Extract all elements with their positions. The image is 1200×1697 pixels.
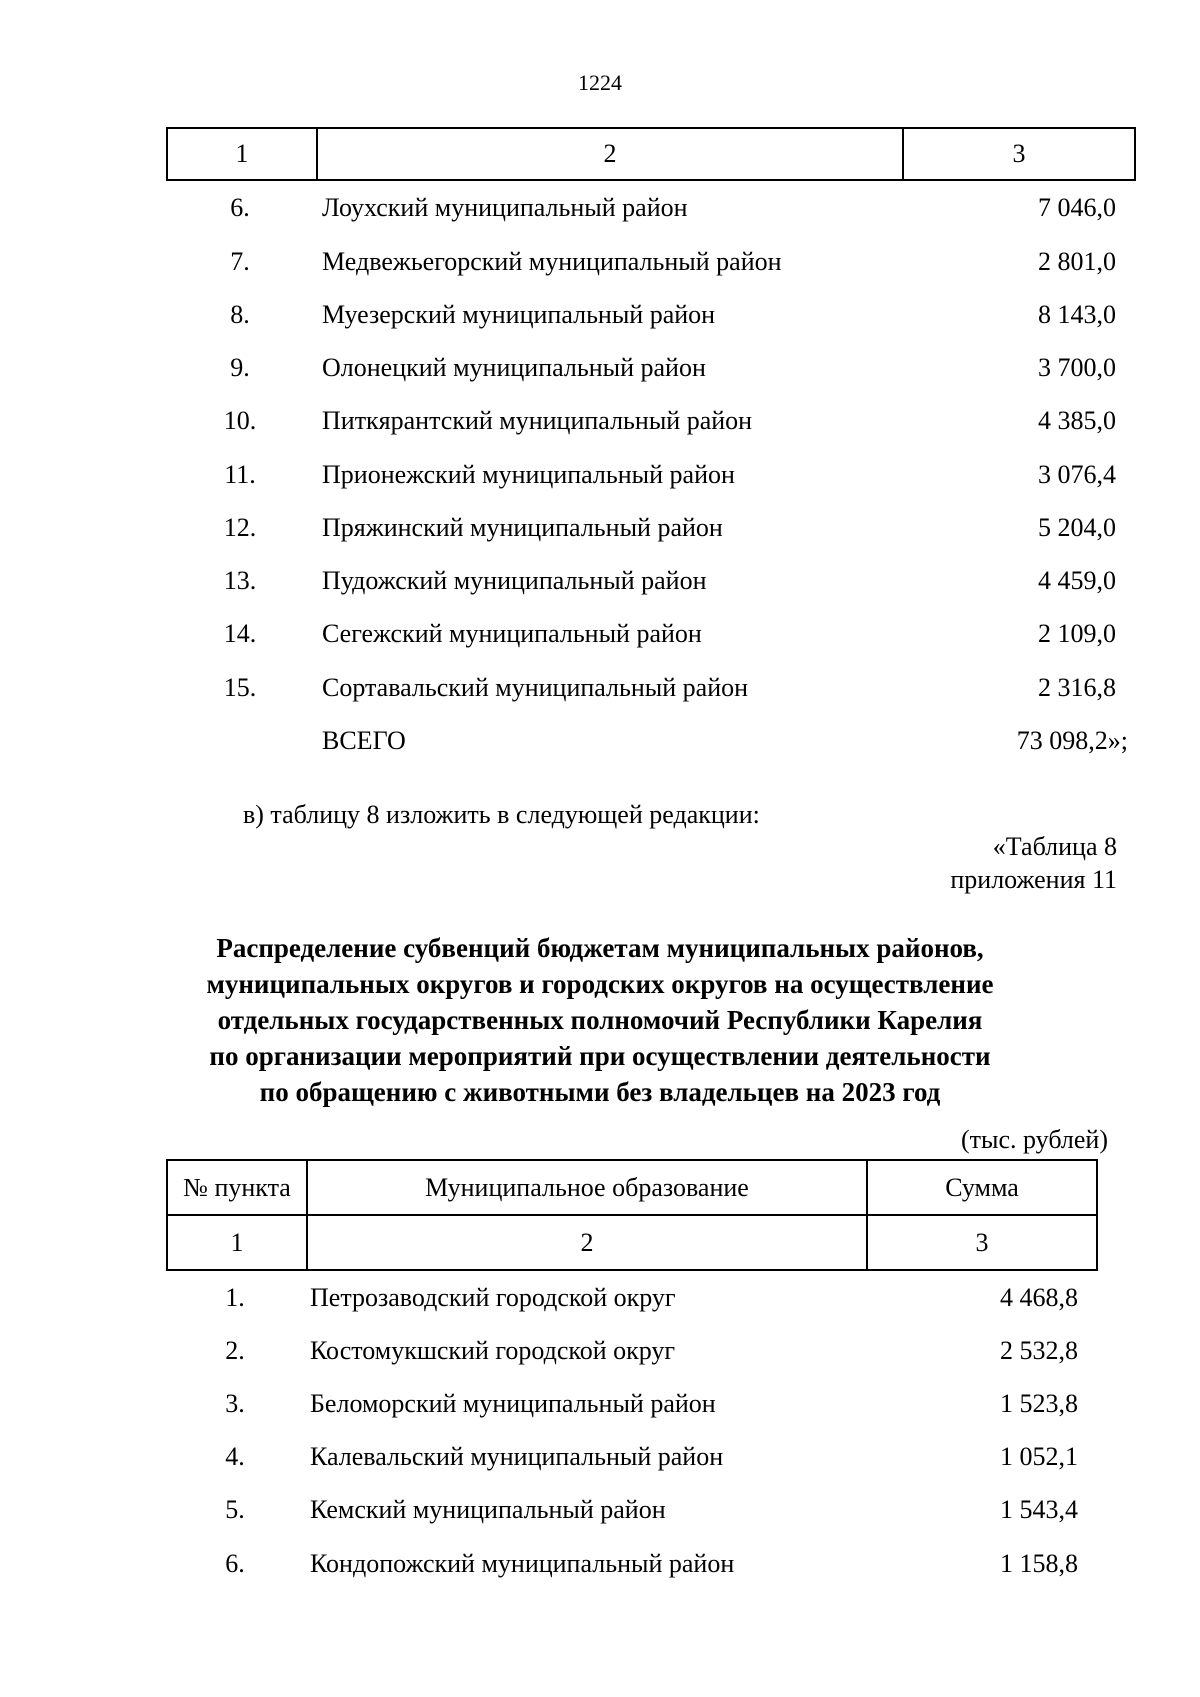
- row-amount: 3 700,0: [1038, 353, 1116, 382]
- table2-col-number-1: 1: [167, 1215, 307, 1270]
- table-row: [0, 1437, 1200, 1477]
- table-row: [0, 1490, 1200, 1530]
- row-amount: 2 801,0: [1038, 247, 1116, 276]
- row-number: 7.: [230, 247, 250, 276]
- page-number: 1224: [578, 70, 622, 95]
- table2-header: [166, 1159, 1098, 1271]
- table-row: [0, 1278, 1200, 1318]
- heading-line: по организации мероприятий при осуществлении деятельности: [209, 1041, 991, 1071]
- column-header-name: Муниципальное образование: [307, 1160, 867, 1215]
- row-number: 13.: [223, 566, 257, 595]
- table-row: [0, 1331, 1200, 1371]
- row-amount: 4 459,0: [1038, 566, 1116, 595]
- table2-col-number-3: 3: [867, 1215, 1097, 1270]
- table-row: [0, 1384, 1200, 1424]
- row-name: Беломорский муниципальный район: [310, 1389, 716, 1418]
- heading-line: по обращению с животными без владельцев на 2023 год: [259, 1077, 941, 1107]
- row-number: 9.: [230, 353, 250, 382]
- table-row: [0, 508, 1200, 548]
- row-amount: 3 076,4: [1038, 460, 1116, 489]
- table-row: [0, 561, 1200, 601]
- row-name: Лоухский муниципальный район: [322, 193, 688, 222]
- heading-line: муниципальных округов и городских округов на осуществление: [206, 969, 994, 999]
- table-row: [0, 348, 1200, 388]
- table1-col-number-3: 3: [903, 128, 1135, 180]
- row-number: 5.: [225, 1495, 245, 1524]
- row-amount: 7 046,0: [1038, 193, 1116, 222]
- row-name: Питкярантский муниципальный район: [322, 406, 753, 435]
- row-number: 14.: [223, 619, 257, 648]
- table-row: [0, 242, 1200, 282]
- row-amount: 1 523,8: [1000, 1389, 1078, 1418]
- row-amount: 8 143,0: [1038, 300, 1116, 329]
- column-header-number: № пункта: [167, 1160, 307, 1215]
- row-number: 15.: [223, 673, 257, 702]
- row-number: 6.: [225, 1549, 245, 1578]
- table-total-row: [0, 721, 1200, 761]
- row-name: Кондопожский муниципальный район: [310, 1549, 735, 1578]
- units-label: (тыс. рублей): [960, 1125, 1108, 1154]
- row-number: 2.: [225, 1336, 245, 1365]
- row-amount: 2 109,0: [1038, 619, 1116, 648]
- section-heading: [100, 930, 1100, 1110]
- row-amount: 2 316,8: [1038, 673, 1116, 702]
- row-name: Костомукшский городской округ: [310, 1336, 676, 1365]
- instruction-text: в) таблицу 8 изложить в следующей редакции:: [243, 800, 760, 829]
- row-number: 3.: [225, 1389, 245, 1418]
- row-amount: 4 468,8: [1000, 1283, 1078, 1312]
- table-caption-line2: приложения 11: [950, 865, 1117, 894]
- row-amount: 1 052,1: [1000, 1442, 1078, 1471]
- table-row: [0, 188, 1200, 228]
- row-amount: 5 204,0: [1038, 513, 1116, 542]
- table-row: [0, 668, 1200, 708]
- table-row: [0, 295, 1200, 335]
- row-name: Петрозаводский городской округ: [310, 1283, 676, 1312]
- row-number: 8.: [230, 300, 250, 329]
- row-name: Пряжинский муниципальный район: [322, 513, 723, 542]
- table-row: [0, 401, 1200, 441]
- table-caption-line1: «Таблица 8: [992, 832, 1117, 861]
- table2-col-number-2: 2: [307, 1215, 867, 1270]
- row-name: Прионежский муниципальный район: [322, 460, 735, 489]
- table-row: [0, 614, 1200, 654]
- row-number: 10.: [223, 406, 257, 435]
- row-amount: 2 532,8: [1000, 1336, 1078, 1365]
- total-label: ВСЕГО: [322, 726, 406, 755]
- row-number: 12.: [223, 513, 257, 542]
- row-name: Медвежьегорский муниципальный район: [322, 247, 782, 276]
- row-name: Калевальский муниципальный район: [310, 1442, 724, 1471]
- row-amount: 1 543,4: [1000, 1495, 1078, 1524]
- table-row: [0, 455, 1200, 495]
- row-number: 4.: [225, 1442, 245, 1471]
- row-number: 11.: [224, 460, 256, 489]
- row-name: Пудожский муниципальный район: [322, 566, 707, 595]
- heading-line: отдельных государственных полномочий Республики Карелия: [217, 1005, 983, 1035]
- row-name: Муезерский муниципальный район: [322, 300, 716, 329]
- row-amount: 1 158,8: [1000, 1549, 1078, 1578]
- row-name: Сортавальский муниципальный район: [322, 673, 749, 702]
- row-number: 1.: [225, 1283, 245, 1312]
- column-header-amount: Сумма: [867, 1160, 1097, 1215]
- row-number: 6.: [230, 193, 250, 222]
- row-name: Кемский муниципальный район: [310, 1495, 666, 1524]
- heading-line: Распределение субвенций бюджетам муниципальных районов,: [216, 933, 984, 963]
- table1-col-number-2: 2: [317, 128, 903, 180]
- row-name: Олонецкий муниципальный район: [322, 353, 706, 382]
- table-row: [0, 1544, 1200, 1584]
- row-name: Сегежский муниципальный район: [322, 619, 702, 648]
- row-amount: 4 385,0: [1038, 406, 1116, 435]
- table1-col-number-1: 1: [167, 128, 317, 180]
- total-amount: 73 098,2»;: [1016, 726, 1128, 755]
- table1-header: [166, 127, 1136, 181]
